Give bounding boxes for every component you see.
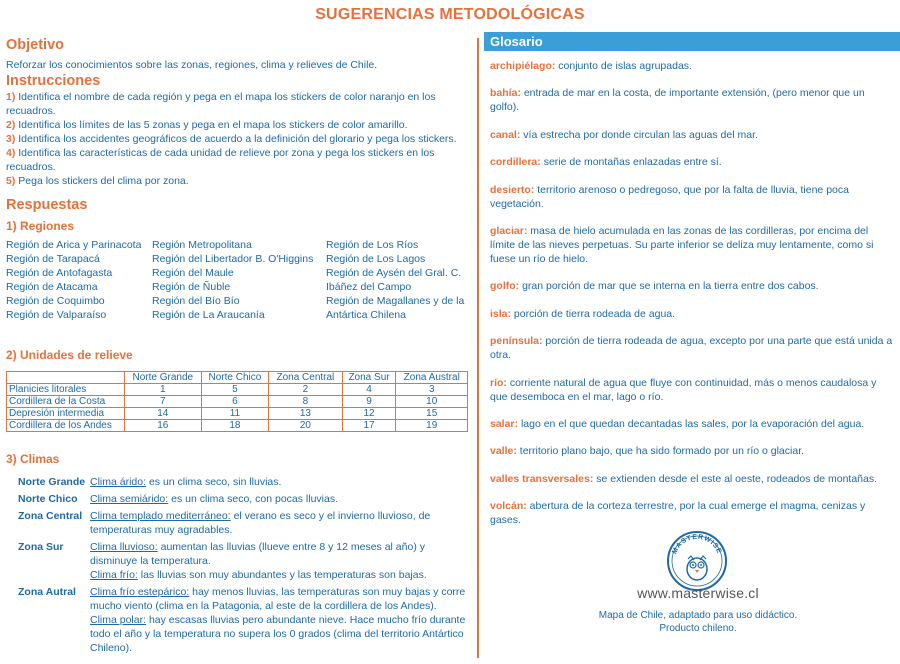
region-item: Antártica Chilena: [326, 309, 406, 321]
region-item: Región del Bío Bío: [152, 295, 240, 307]
right-column: [484, 32, 900, 540]
region-item: Región del Maule: [152, 267, 234, 279]
clima-desc: las lluvias son muy abundantes y las temperaturas son bajas.: [137, 569, 427, 581]
footer-line-2: Producto chileno.: [659, 623, 737, 634]
column-header: Norte Grande: [125, 372, 202, 384]
objetivo-heading: Objetivo: [6, 37, 65, 53]
table-cell: 2: [269, 384, 342, 396]
glosario-item: valle: territorio plano bajo, que ha sido formado por un río o glaciar.: [490, 445, 805, 458]
clima-row: [6, 509, 468, 537]
region-item: Región de Los Lagos: [326, 253, 426, 265]
region-item: Región de Coquimbo: [6, 295, 105, 307]
region-item: Región de Arica y Parinacota: [6, 239, 142, 251]
glosario-item: bahía: entrada de mar en la costa, de importante extensión, (pero menor que un golfo).: [490, 87, 865, 114]
glosario-item: archipiélago: conjunto de islas agrupadas.: [490, 60, 692, 72]
glosario-item: desierto: territorio arenoso o pedregoso, que por la falta de lluvia, tiene poca vegetación.: [490, 183, 849, 210]
glosario-item: valles transversales: se extienden desde el este al oeste, rodeados de montañas.: [490, 472, 878, 485]
glosario-item: salar: lago en el que quedan decantadas las sales, por la evaporación del agua.: [490, 417, 865, 430]
website-link[interactable]: www.masterwise.cl: [637, 585, 759, 601]
glosario-item: isla: porción de tierra rodeada de agua.: [490, 307, 676, 320]
page-title: SUGERENCIAS METODOLÓGICAS: [315, 6, 585, 23]
clima-desc: hay menos lluvias, las temperaturas son muy bajas y corre mucho viento (clima en la Patagonia, al este de la cordillera de los Andes).: [90, 586, 466, 612]
region-item: Región de Tarapacá: [6, 253, 100, 265]
clima-desc: aumentan las lluvias (llueve entre 8 y 12 meses al año) y disminuye la temperatura.: [90, 541, 425, 567]
table-cell: 8: [269, 396, 342, 408]
table-corner: [7, 372, 125, 384]
glosario-item: río: corriente natural de agua que fluye con continuidad, más o menos caudalosa y que desemboca en el mar, lago o río.: [490, 376, 877, 403]
table-cell: 20: [269, 420, 342, 432]
glosario-item: golfo: gran porción de mar que se interna en la tierra entre dos cabos.: [490, 280, 819, 293]
column-divider: [477, 38, 479, 658]
glosario-heading: Glosario: [484, 32, 900, 51]
clima-name: Clima frío:: [90, 569, 138, 581]
clima-zone: Zona Central: [18, 510, 83, 522]
table-cell: 10: [396, 396, 468, 408]
table-row: [7, 384, 468, 396]
region-item: Región de Antofagasta: [6, 267, 113, 279]
left-column: [6, 36, 468, 655]
objetivo-text: Reforzar los conocimientos sobre las zonas, regiones, clima y relieves de Chile.: [6, 59, 378, 71]
clima-name: Clima polar:: [90, 614, 147, 626]
table-cell: 4: [342, 384, 396, 396]
glosario-item: volcán: abertura de la corteza terrestre, por la cual emerge el magma, cenizas y gases.: [490, 500, 866, 527]
regiones-heading: 1) Regiones: [6, 219, 75, 233]
clima-desc: es un clima seco, con pocas lluvias.: [168, 493, 339, 505]
clima-zone: Norte Chico: [18, 493, 78, 505]
climas-heading: 3) Climas: [6, 452, 60, 466]
table-header-row: [7, 372, 468, 384]
instruccion-item: 4) Identifica las características de cada unidad de relieve por zona y pega los stickers en los recuadros.: [6, 147, 435, 173]
clima-row: [6, 540, 468, 582]
relieve-table: [6, 371, 468, 432]
region-item: Región de Ñuble: [152, 281, 231, 293]
instruccion-item: 5) Pega los stickers del clima por zona.: [6, 175, 189, 187]
table-row: [7, 408, 468, 420]
row-label: Planicies litorales: [7, 384, 125, 396]
table-cell: 19: [396, 420, 468, 432]
glosario-item: península: porción de tierra rodeada de agua, excepto por una parte que está unida a otra.: [490, 335, 893, 362]
table-cell: 3: [396, 384, 468, 396]
column-header: Zona Central: [269, 372, 342, 384]
region-item: Región Metropolitana: [152, 239, 252, 251]
regiones-col-1: [6, 238, 152, 322]
glosario-item: canal: vía estrecha por donde circulan las aguas del mar.: [490, 128, 758, 141]
table-cell: 12: [342, 408, 396, 420]
table-cell: 14: [125, 408, 202, 420]
clima-name: Clima semiárido:: [90, 493, 169, 505]
region-item: Región del Libertador B. O'Higgins: [152, 253, 314, 265]
clima-name: Clima árido:: [90, 476, 147, 488]
region-item: Ibáñez del Campo: [326, 281, 412, 293]
table-row: [7, 420, 468, 432]
footer-note: [598, 609, 798, 635]
logo-text: MASTERWISE: [671, 533, 723, 556]
region-item: Región de Aysén del Gral. C.: [326, 267, 462, 279]
clima-row: [6, 585, 468, 655]
table-cell: 7: [125, 396, 202, 408]
table-cell: 11: [201, 408, 269, 420]
region-item: Región de Magallanes y de la: [326, 295, 465, 307]
clima-row: [6, 492, 468, 506]
footer-line-1: Mapa de Chile, adaptado para uso didáctico.: [598, 610, 798, 621]
instrucciones-heading: Instrucciones: [6, 73, 101, 89]
table-cell: 15: [396, 408, 468, 420]
clima-zone: Norte Grande: [18, 476, 86, 488]
respuestas-heading: Respuestas: [6, 197, 88, 213]
clima-desc: el verano es seco y el invierno lluvioso, de temperaturas muy agradables.: [90, 510, 431, 536]
table-cell: 13: [269, 408, 342, 420]
column-header: Norte Chico: [201, 372, 269, 384]
climas-list: [6, 475, 468, 655]
table-cell: 18: [201, 420, 269, 432]
clima-name: Clima templado mediterráneo:: [90, 510, 231, 522]
clima-name: Clima frío estepárico:: [90, 586, 190, 598]
regiones-col-2: [152, 238, 326, 322]
table-cell: 9: [342, 396, 396, 408]
regiones-col-3: [326, 238, 468, 322]
table-cell: 16: [125, 420, 202, 432]
glosario-list: [484, 51, 900, 527]
column-header: Zona Austral: [396, 372, 468, 384]
region-item: Región de La Araucanía: [152, 309, 265, 321]
relieve-heading: 2) Unidades de relieve: [6, 348, 133, 362]
column-header: Zona Sur: [342, 372, 396, 384]
table-cell: 1: [125, 384, 202, 396]
row-label: Cordillera de la Costa: [7, 396, 125, 408]
region-item: Región de Atacama: [6, 281, 98, 293]
region-item: Región de Valparaíso: [6, 309, 107, 321]
masterwise-logo: [666, 530, 728, 592]
clima-row: [6, 475, 468, 489]
table-cell: 5: [201, 384, 269, 396]
region-item: Región de Los Ríos: [326, 239, 419, 251]
regiones-list: [6, 238, 468, 322]
instruccion-item: 2) Identifica los límites de las 5 zonas y pega en el mapa los stickers de color amarillo.: [6, 119, 408, 131]
glosario-item: glaciar: masa de hielo acumulada en las zonas de las cordilleras, por encima del límite de las nieves perpetuas. Su parte inferior se deliza muy lentamente, como si fuese un río de hielo.: [490, 224, 874, 265]
clima-desc: hay escasas lluvias pero abundante nieve. Hace mucho frío durante todo el año y la temperatura no supera los 0 grados (clima del territorio Antártico Chileno).: [90, 614, 466, 654]
row-label: Depresión intermedia: [7, 408, 125, 420]
table-row: [7, 396, 468, 408]
clima-name: Clima lluvioso:: [90, 541, 158, 553]
owl-icon: [687, 558, 707, 580]
instruccion-item: 3) Identifica los accidentes geográficos de acuerdo a la definición del glorario y pega los stickers.: [6, 133, 457, 145]
table-cell: 6: [201, 396, 269, 408]
instrucciones-list: [6, 90, 468, 188]
clima-zone: Zona Autral: [18, 586, 76, 598]
clima-zone: Zona Sur: [18, 541, 64, 553]
row-label: Cordillera de los Andes: [7, 420, 125, 432]
table-cell: 17: [342, 420, 396, 432]
clima-desc: es un clima seco, sin lluvias.: [146, 476, 282, 488]
instruccion-item: 1) Identifica el nombre de cada región y pega en el mapa los stickers de color naranjo en los recuadros.: [6, 91, 436, 117]
glosario-item: cordillera: serie de montañas enlazadas entre sí.: [490, 156, 722, 169]
